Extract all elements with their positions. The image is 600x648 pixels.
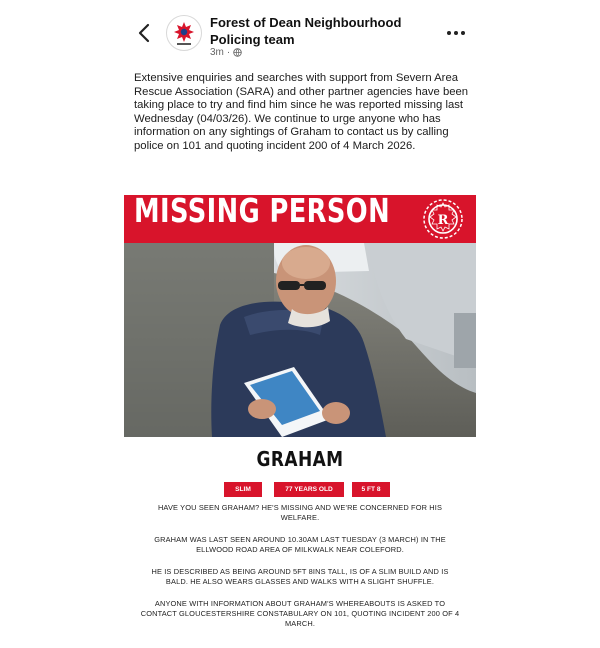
poster-paragraph (124, 599, 476, 630)
back-button[interactable] (136, 22, 154, 44)
poster-banner (124, 191, 476, 243)
meta-separator: · (226, 47, 231, 58)
poster-line: ELLWOOD ROAD AREA OF MILKWALK NEAR COLEFORD. (196, 545, 404, 555)
poster-line: GRAHAM WAS LAST SEEN AROUND 10.30AM LAST TUESDAY (3 MARCH) IN THE (154, 535, 446, 544)
more-icon (447, 31, 451, 35)
poster-line: MARCH. (284, 619, 316, 629)
poster-title: MISSING PERSON (134, 191, 391, 230)
poster-line: WELFARE. (280, 513, 320, 523)
police-badge-icon (167, 16, 201, 50)
more-icon-dot (461, 31, 465, 35)
poster-paragraph (124, 567, 476, 587)
tag-build: SLIM (224, 482, 262, 497)
globe-icon (233, 48, 242, 57)
poster-line: HAVE YOU SEEN GRAHAM? HE'S MISSING AND WE'RE CONCERNED FOR HIS (157, 503, 443, 512)
poster-paragraph (124, 503, 476, 523)
poster-paragraph (124, 535, 476, 555)
post-text: Extensive enquiries and searches with support from Severn Area Rescue Association (SARA) and other partner agencies have been taking place to try and find him since he was reported missing last Wednesday (04/03/26). We continue to urge anyone who has information on any sightings of Graham to contact us by calling police on 101 and quoting incident 200 of 4 March 2026. (134, 72, 469, 152)
more-icon-dot (454, 31, 458, 35)
tag-age: 77 YEARS OLD (274, 482, 344, 497)
post-meta (210, 47, 242, 58)
poster-line: CONTACT GLOUCESTERSHIRE CONSTABULARY ON 101, QUOTING INCIDENT 200 OF 4 (140, 609, 460, 619)
missing-person-name: GRAHAM (256, 447, 344, 471)
missing-person-photo (124, 243, 476, 437)
page-avatar[interactable] (166, 15, 202, 51)
poster-line: ANYONE WITH INFORMATION ABOUT GRAHAM'S WHEREABOUTS IS ASKED TO (154, 599, 446, 608)
missing-person-poster[interactable] (124, 191, 476, 645)
poster-line: HE IS DESCRIBED AS BEING AROUND 5FT 8INS TALL, IS OF A SLIM BUILD AND IS (151, 567, 449, 576)
crest-letter: R (437, 213, 449, 228)
tag-height: 5 FT 8 (352, 482, 390, 497)
more-options-button[interactable] (447, 31, 465, 37)
police-crest-icon (422, 198, 464, 240)
page-name[interactable]: Forest of Dean Neighbourhood Policing team (210, 15, 402, 47)
poster-line: BALD. HE ALSO WEARS GLASSES AND WALKS WITH A SLIGHT SHUFFLE. (165, 577, 435, 587)
post-time[interactable]: 3m (210, 47, 224, 58)
